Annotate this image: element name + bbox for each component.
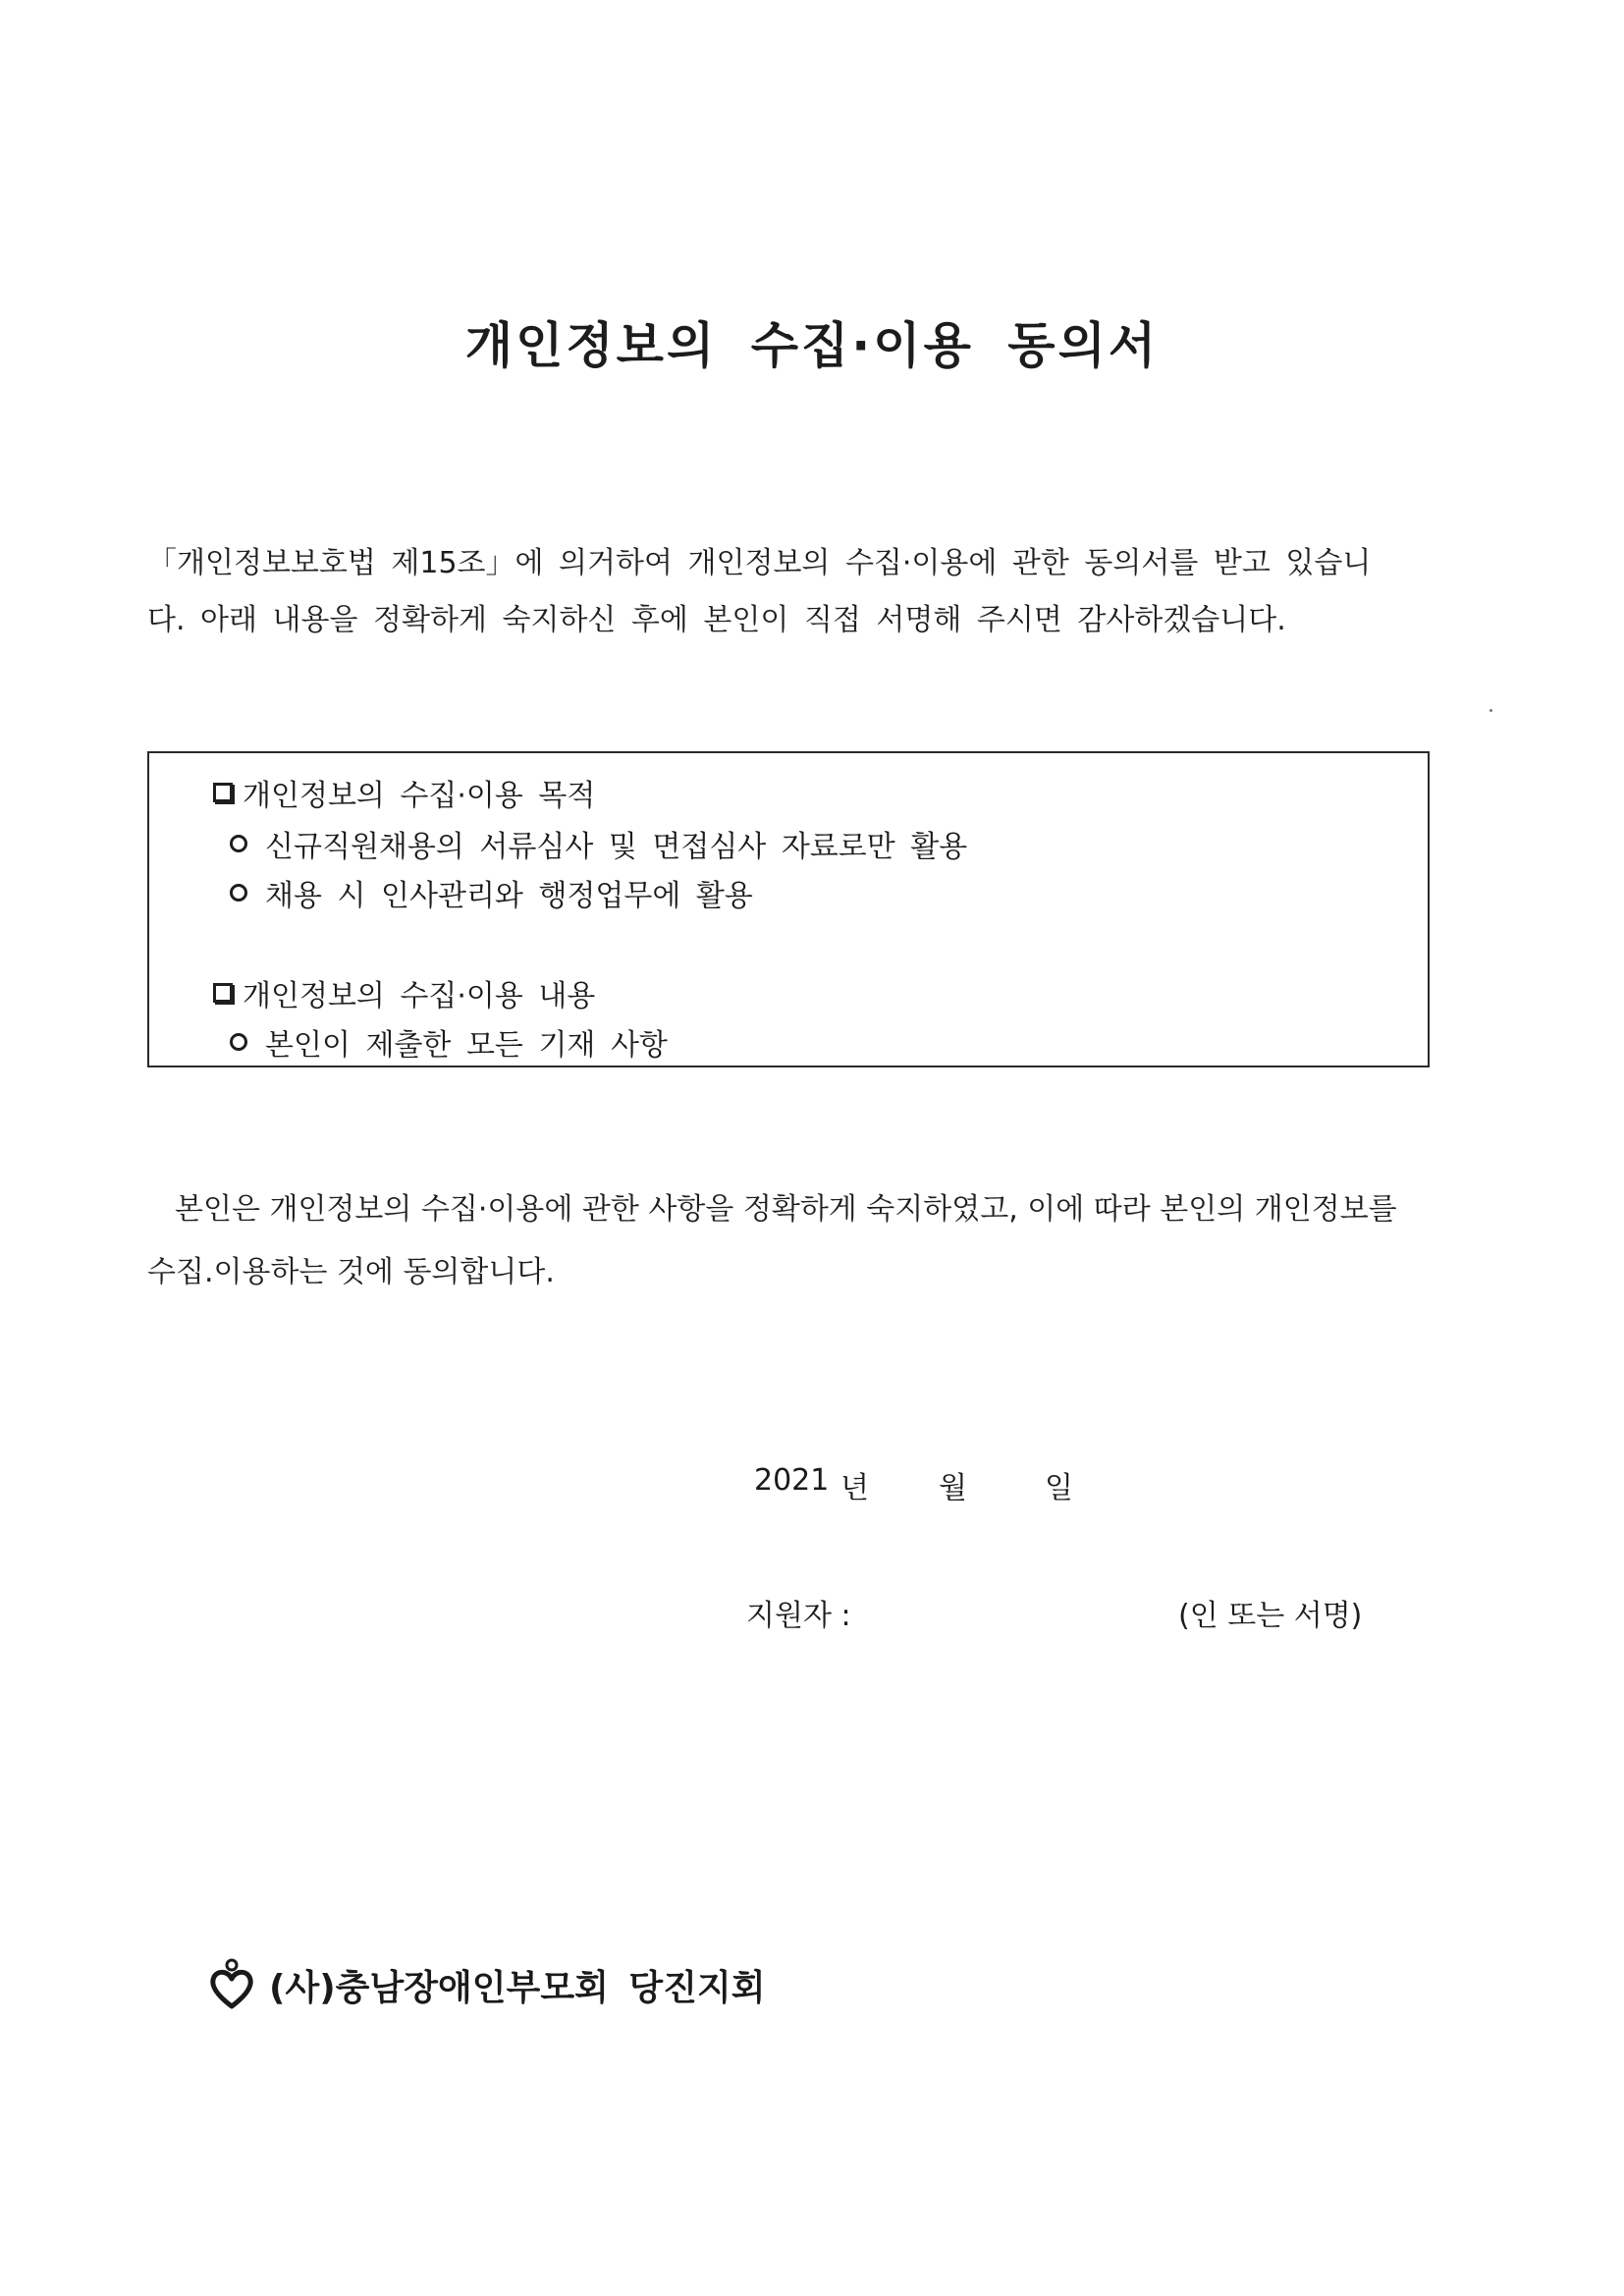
square-bullet-icon xyxy=(213,983,233,1003)
section-heading-text: 개인정보의 수집·이용 내용 xyxy=(243,979,596,1013)
list-item-text: 채용 시 인사관리와 행정업무에 활용 xyxy=(265,879,753,913)
section-heading-text: 개인정보의 수집·이용 목적 xyxy=(243,779,596,813)
circle-bullet-icon xyxy=(230,884,247,902)
consent-line: 본인은 개인정보의 수집·이용에 관한 사항을 정확하게 숙지하였고, 이에 따라 본인의 개인정보를 xyxy=(175,1192,1397,1227)
intro-line: 「개인정보보호법 제15조」에 의거하여 개인정보의 수집·이용에 관한 동의서를 받고 있습니 xyxy=(147,546,1372,580)
list-item-text: 신규직원채용의 서류심사 및 면접심사 자료로만 활용 xyxy=(265,830,968,864)
section-heading-content xyxy=(213,971,595,1014)
signature-note: (인 또는 서명) xyxy=(1178,1599,1363,1633)
intro-line: 다. 아래 내용을 정확하게 숙지하신 후에 본인이 직접 서명해 주시면 감사하겠습니다. xyxy=(147,603,1286,637)
list-item xyxy=(230,1020,668,1064)
organization-name: (사)충남장애인부모회 당진지회 xyxy=(269,1967,766,2008)
applicant-label: 지원자 : xyxy=(746,1599,851,1633)
list-item-text: 본인이 제출한 모든 기재 사항 xyxy=(265,1028,668,1063)
date-year-unit: 년 xyxy=(840,1471,869,1505)
square-bullet-icon xyxy=(213,783,233,802)
date-year: 2021 xyxy=(754,1463,830,1498)
info-box xyxy=(147,751,1430,1067)
list-item xyxy=(230,822,967,865)
document-title: 개인정보의 수집·이용 동의서 xyxy=(464,317,1160,374)
consent-paragraph xyxy=(147,1178,1483,1304)
circle-bullet-icon xyxy=(230,1033,247,1051)
consent-line: 수집.이용하는 것에 동의합니다. xyxy=(147,1255,555,1289)
section-heading-purpose xyxy=(213,771,595,814)
date-day-unit: 일 xyxy=(1045,1471,1073,1505)
scan-speck xyxy=(1489,709,1492,712)
circle-bullet-icon xyxy=(230,835,247,852)
intro-paragraph xyxy=(147,535,1483,649)
list-item xyxy=(230,871,753,914)
heart-logo-icon xyxy=(208,1957,255,2012)
organization-footer xyxy=(208,1957,766,2012)
date-month-unit: 월 xyxy=(939,1471,967,1505)
